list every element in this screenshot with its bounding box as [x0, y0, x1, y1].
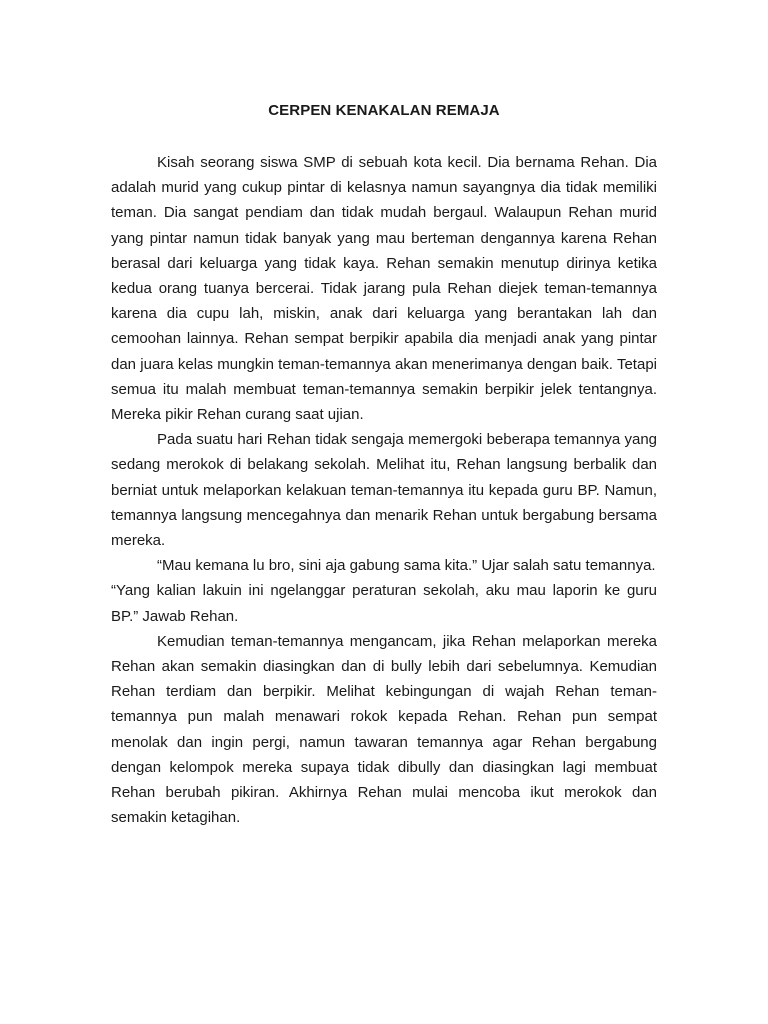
paragraph-5: Kemudian teman-temannya mengancam, jika Rehan melaporkan mereka Rehan akan semakin diasingkan dan di bully lebih dari sebelumnya. Kemudian Rehan terdiam dan berpikir. Melihat kebingungan di wajah Rehan teman-temannya pun malah menawari rokok kepada Rehan. Rehan pun sempat menolak dan ingin pergi, namun tawaran temannya agar Rehan bergabung dengan kelompok mereka supaya tidak dibully dan diasingkan lagi membuat Rehan berubah pikiran. Akhirnya Rehan mulai mencoba ikut merokok dan semakin ketagihan.	[111, 632, 657, 827]
document-title: CERPEN KENAKALAN REMAJA	[268, 102, 500, 119]
paragraph-2: Pada suatu hari Rehan tidak sengaja memergoki beberapa temannya yang sedang merokok di belakang sekolah. Melihat itu, Rehan langsung berbalik dan berniat untuk melaporkan kelakuan teman-temannya itu kepada guru BP. Namun, temannya langsung mencegahnya dan menarik Rehan untuk bergabung bersama mereka.	[111, 431, 657, 550]
paragraph-1: Kisah seorang siswa SMP di sebuah kota kecil. Dia bernama Rehan. Dia adalah murid yang cukup pintar di kelasnya namun sayangnya dia tidak memiliki teman. Dia sangat pendiam dan tidak mudah bergaul. Walaupun Rehan murid yang pintar namun tidak banyak yang mau berteman dengannya karena Rehan berasal dari keluarga yang tidak kaya. Rehan semakin menutup dirinya ketika kedua orang tuanya bercerai. Tidak jarang pula Rehan diejek teman-temannya karena dia cupu lah, miskin, anak dari keluarga yang berantakan lah dan cemoohan lainnya. Rehan sempat berpikir apabila dia menjadi anak yang pintar dan juara kelas mungkin teman-temannya akan menerimanya dengan baik. Tetapi semua itu malah membuat teman-temannya semakin berpikir jelek tentangnya. Mereka pikir Rehan curang saat ujian.	[111, 154, 657, 424]
paragraph-4-dialogue: “Yang kalian lakuin ini ngelanggar peraturan sekolah, aku mau laporin ke guru BP.” Jawab Rehan.	[111, 582, 657, 625]
document-body	[111, 150, 657, 830]
paragraph-3-dialogue: “Mau kemana lu bro, sini aja gabung sama kita.” Ujar salah satu temannya.	[157, 557, 656, 575]
